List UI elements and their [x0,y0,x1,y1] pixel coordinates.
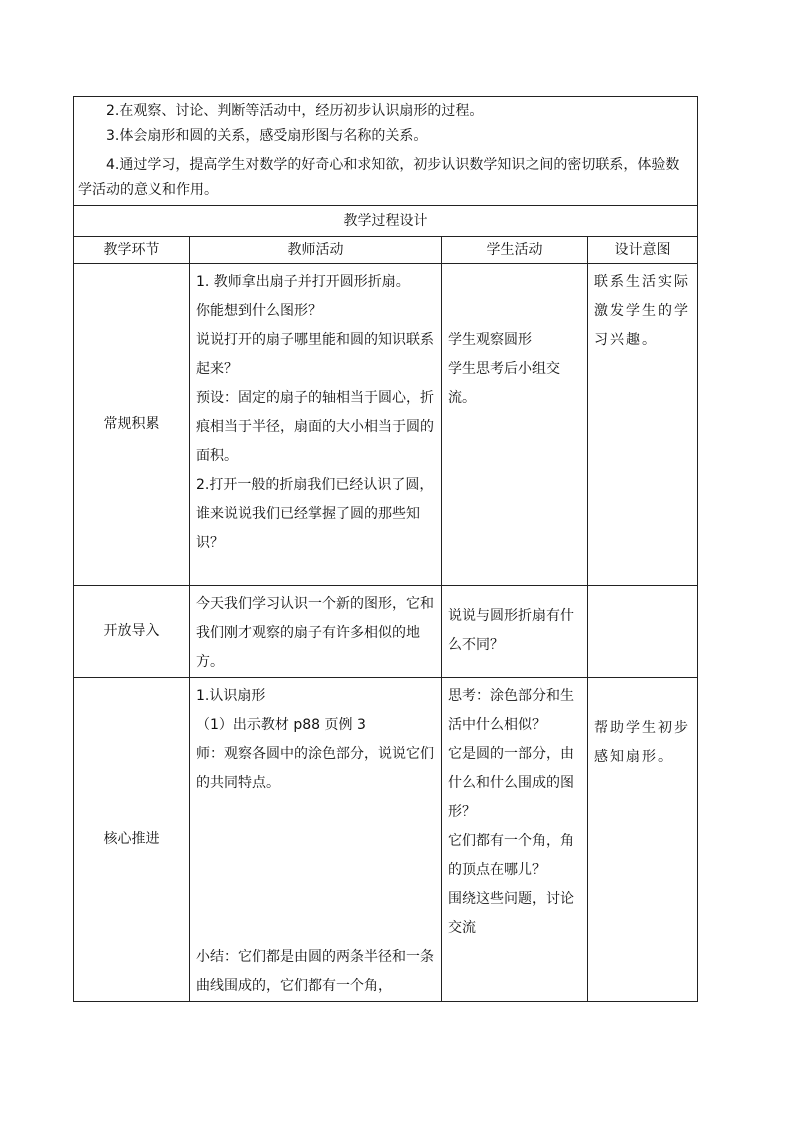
goal-3: 3.体会扇形和圆的关系，感受扇形图与名称的关系。 [106,128,428,144]
teacher-line: （1）出示教材 p88 页例 3 [196,717,366,733]
figure-space [196,798,435,943]
teacher-line: 1. 教师拿出扇子并打开圆形折扇。 [196,274,410,290]
goals-cell [74,97,698,206]
student-line: 学生观察圆形 [448,332,532,348]
section-title-row [74,206,698,237]
teacher-core [190,678,442,1002]
student-core [442,678,588,1002]
student-line: 它是圆的一部分，由什么和什么围成的图形？ [448,746,574,820]
teacher-routine [190,264,442,586]
intent-core: 帮助学生初步感知扇形。 [588,678,698,1002]
stage-intro: 开放导入 [74,586,190,678]
row-intro [74,586,698,678]
teacher-line: 说说打开的扇子哪里能和圆的知识联系起来？ [196,332,434,377]
header-intent: 设计意图 [588,237,698,264]
teacher-intro [190,586,442,678]
student-intro [442,586,588,678]
goal-2: 2.在观察、讨论、判断等活动中，经历初步认识扇形的过程。 [106,103,484,119]
student-routine [442,264,588,586]
goals-row [74,97,698,206]
intent-routine: 联系生活实际激发学生的学习兴趣。 [588,264,698,586]
teacher-line: 师：观察各圆中的涂色部分，说说它们的共同特点。 [196,746,434,791]
section-title: 教学过程设计 [74,206,698,237]
teacher-line: 今天我们学习认识一个新的图形，它和我们刚才观察的扇子有许多相似的地方。 [196,596,434,670]
row-routine [74,264,698,586]
header-teacher: 教师活动 [190,237,442,264]
intent-intro [588,586,698,678]
goal-4: 4.通过学习，提高学生对数学的好奇心和求知欲，初步认识数学知识之间的密切联系，体验数学活动的意义和作用。 [78,157,680,198]
student-line: 它们都有一个角，角的顶点在哪儿？ [448,833,574,878]
student-line: 思考：涂色部分和生活中什么相似？ [448,688,574,733]
header-student: 学生活动 [442,237,588,264]
student-line: 说说与圆形折扇有什么不同？ [448,608,574,653]
teacher-line: 你能想到什么图形？ [196,303,322,319]
lesson-plan-table [73,96,698,1002]
stage-routine: 常规积累 [74,264,190,586]
student-line: 学生思考后小组交流。 [448,361,560,406]
header-stage: 教学环节 [74,237,190,264]
stage-core: 核心推进 [74,678,190,1002]
teacher-line: 预设：固定的扇子的轴相当于圆心，折痕相当于半径，扇面的大小相当于圆的面积。 [196,390,434,464]
teacher-line: 1.认识扇形 [196,688,266,704]
teacher-summary: 小结：它们都是由圆的两条半径和一条曲线围成的，它们都有一个角， [196,949,434,994]
row-core [74,678,698,1002]
header-row [74,237,698,264]
teacher-line: 2.打开一般的折扇我们已经认识了圆，谁来说说我们已经掌握了圆的那些知识？ [196,477,434,551]
student-line: 围绕这些问题，讨论交流 [448,891,574,936]
